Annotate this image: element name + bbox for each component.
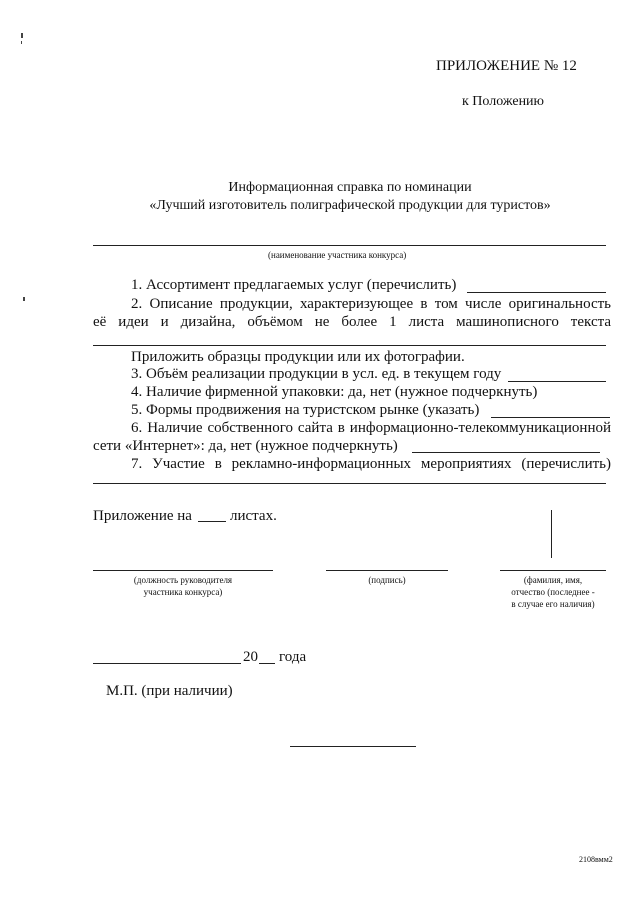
position-line — [93, 570, 273, 571]
scan-speck — [21, 33, 23, 38]
stamp-place: М.П. (при наличии) — [106, 683, 233, 699]
item-website-line — [412, 452, 600, 453]
participant-caption: (наименование участника конкурса) — [268, 250, 407, 260]
item-promotion-line — [491, 417, 610, 418]
footer-separator — [290, 746, 416, 747]
item-events-line — [93, 483, 606, 484]
attach-samples-note: Приложить образцы продукции или их фотографии. — [131, 349, 465, 365]
signature-line — [326, 570, 448, 571]
position-caption-1: (должность руководителя — [133, 575, 233, 585]
item-assortment: 1. Ассортимент предлагаемых услуг (перечислить) — [131, 277, 457, 293]
scan-speck — [23, 297, 25, 301]
position-caption-2: участника конкурса) — [143, 587, 223, 597]
item-promotion: 5. Формы продвижения на туристском рынке (указать) — [131, 402, 480, 418]
name-caption-1: (фамилия, имя, — [523, 575, 583, 585]
date-year-suffix: года — [279, 649, 307, 665]
name-line — [500, 570, 606, 571]
date-year-line — [259, 663, 275, 664]
item-sales-volume: 3. Объём реализации продукции в усл. ед. в текущем году — [131, 366, 502, 382]
attachment-suffix: листах. — [230, 508, 277, 524]
item-sales-volume-line — [508, 381, 606, 382]
nomination-title: «Лучший изготовитель полиграфической продукции для туристов» — [149, 198, 551, 213]
to-regulation: к Положению — [462, 94, 545, 109]
date-day-month-line — [93, 663, 241, 664]
item-events: 7. Участие в рекламно-информационных мероприятиях (перечислить) — [131, 456, 611, 472]
document-title: Информационная справка по номинации — [228, 180, 472, 195]
item-packaging: 4. Наличие фирменной упаковки: да, нет (нужное подчеркнуть) — [131, 384, 538, 400]
item-website-line1: 6. Наличие собственного сайта в информационно-телекоммуникационной — [131, 420, 611, 436]
scan-speck — [21, 41, 22, 44]
item-description-line2: её идеи и дизайна, объёмом не более 1 листа машинописного текста — [93, 314, 611, 330]
name-caption-2: отчество (последнее - — [511, 587, 595, 597]
item-description-line — [93, 345, 606, 346]
name-caption-3: в случае его наличия) — [511, 599, 595, 609]
item-description-line1: 2. Описание продукции, характеризующее в том числе оригинальность — [131, 296, 611, 312]
attachment-prefix: Приложение на — [93, 508, 192, 524]
item-website-line2: сети «Интернет»: да, нет (нужное подчеркнуть) — [93, 438, 398, 454]
margin-mark — [551, 510, 552, 558]
appendix-number: ПРИЛОЖЕНИЕ № 12 — [436, 58, 577, 74]
date-year-prefix: 20 — [243, 649, 258, 665]
signature-caption: (подпись) — [368, 575, 406, 585]
item-assortment-line — [467, 292, 606, 293]
attachment-pages-line — [198, 521, 226, 522]
footer-code: 2108вмм2 — [579, 855, 613, 864]
participant-name-line — [93, 245, 606, 246]
